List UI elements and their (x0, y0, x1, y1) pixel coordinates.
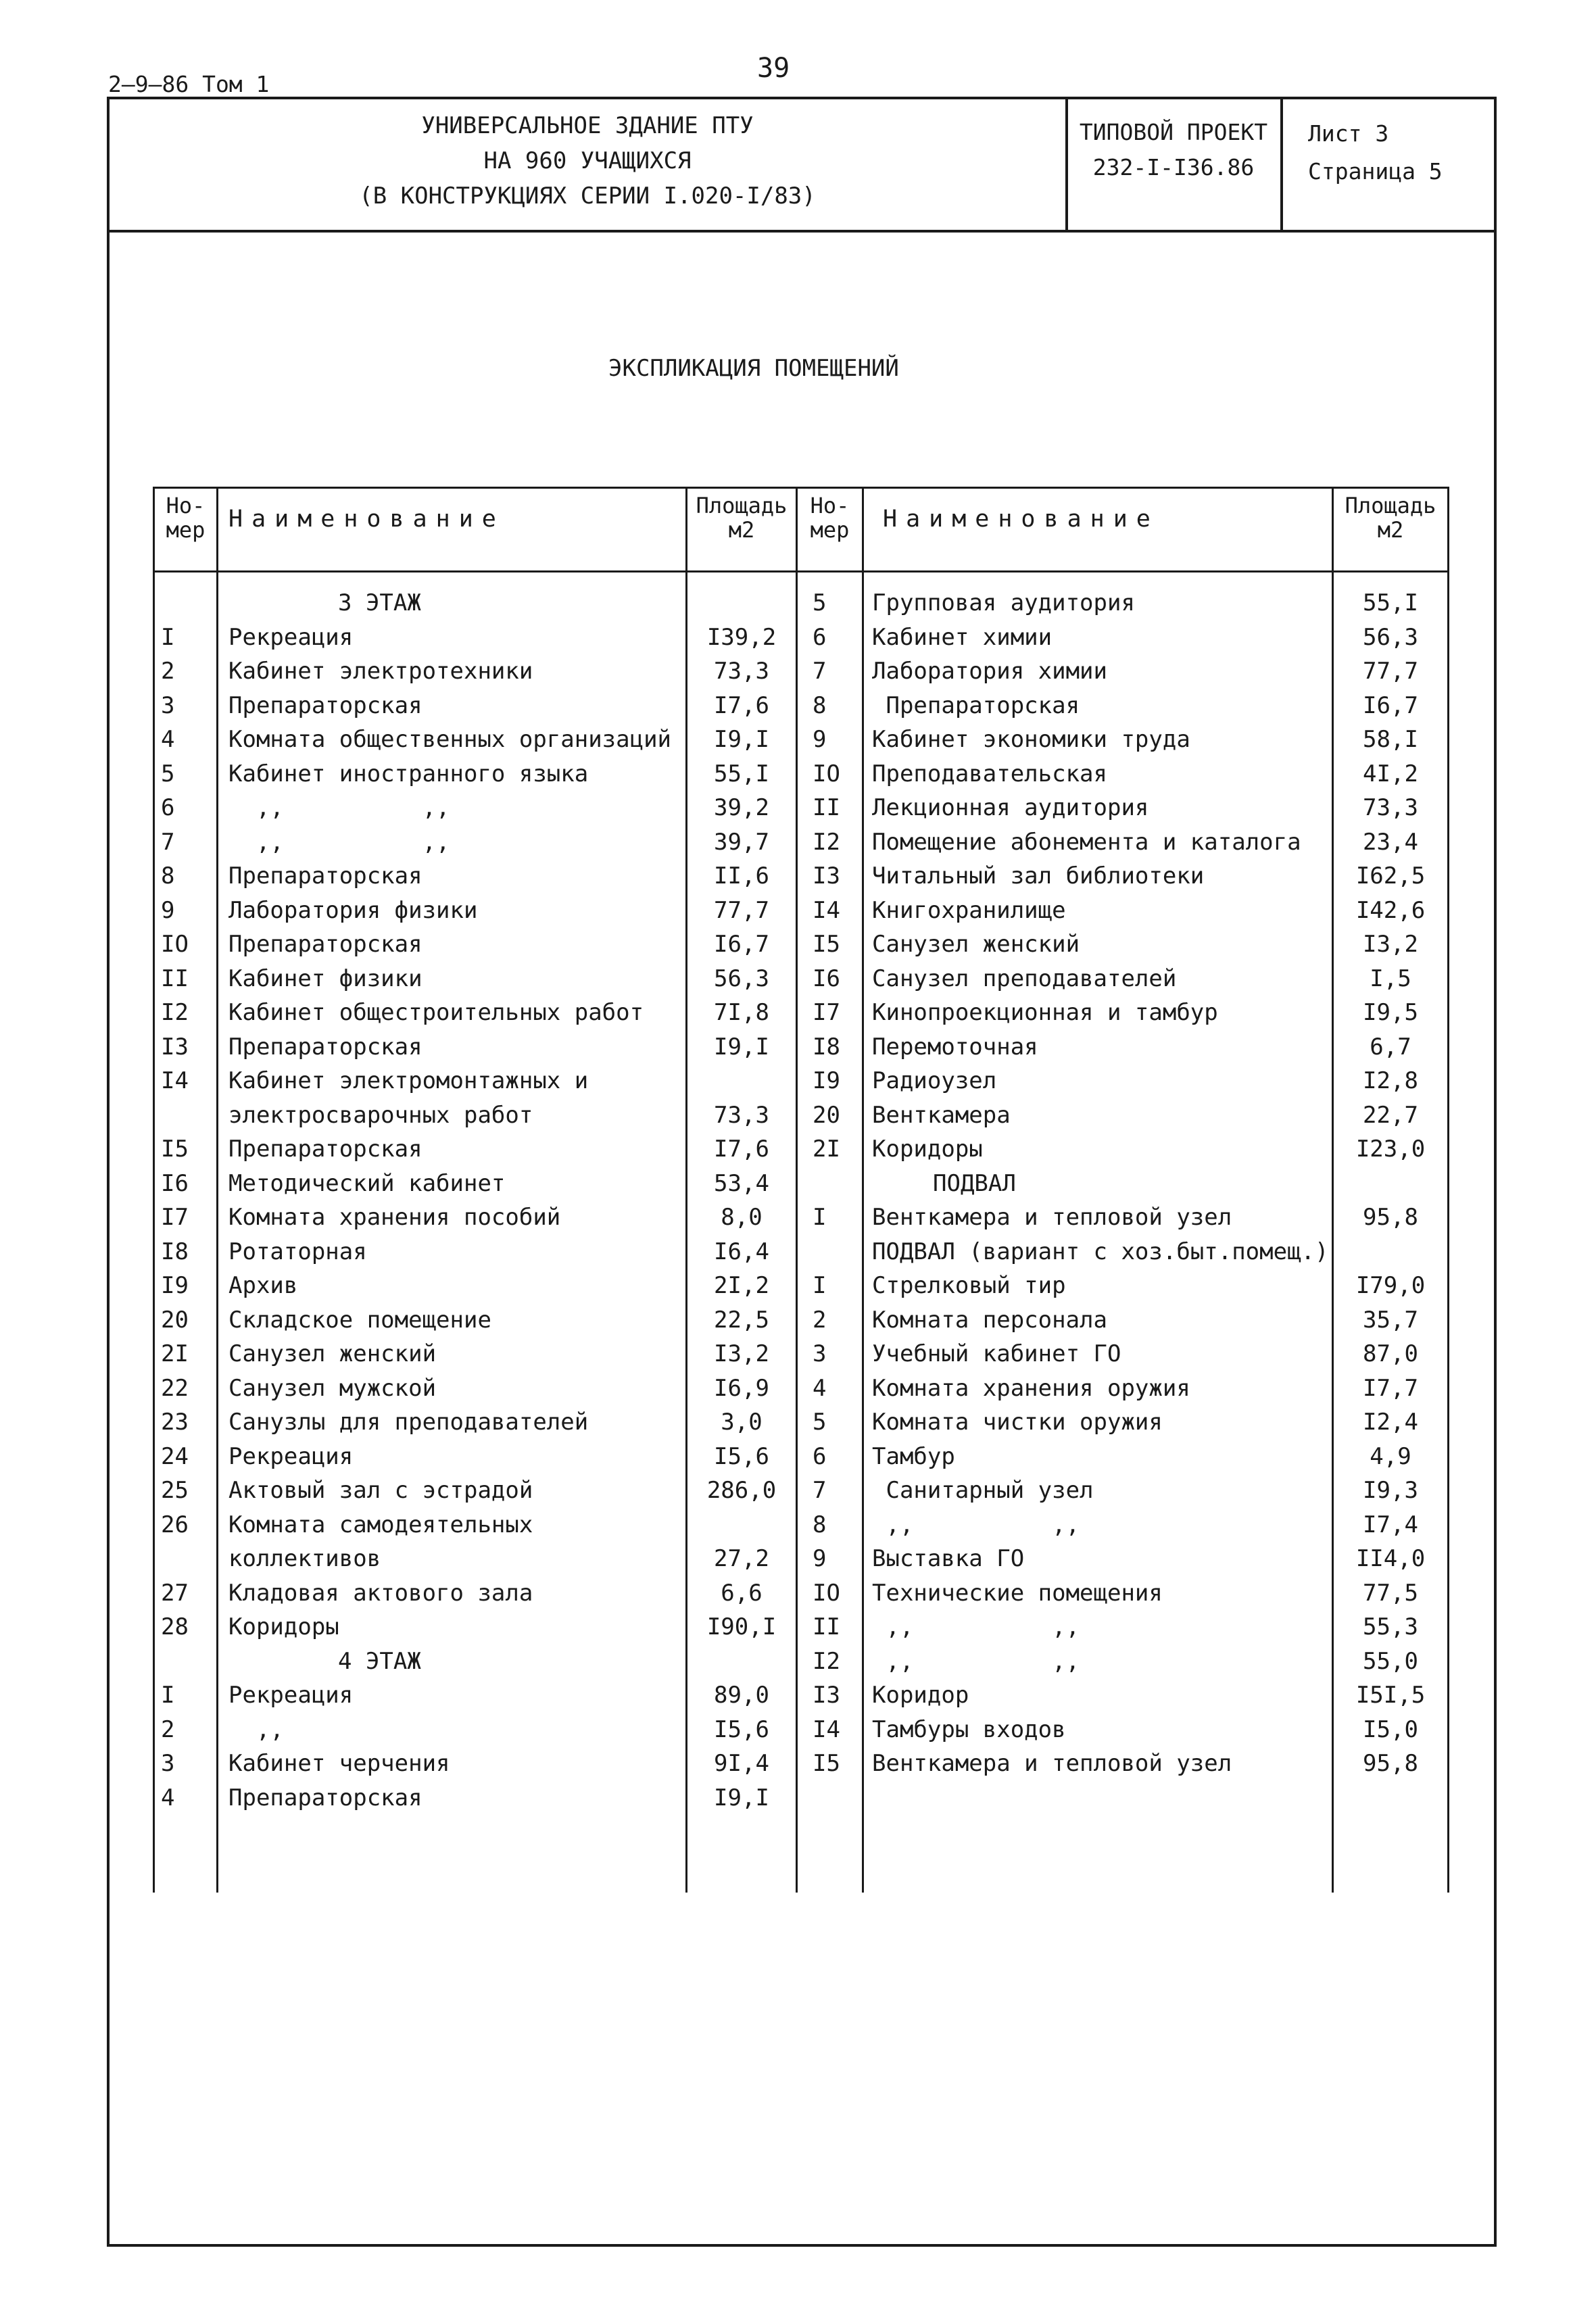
row-number: 7 (161, 828, 175, 856)
row-area: I6,7 (1363, 691, 1418, 719)
row-name: коллективов (228, 1545, 381, 1572)
row-name: Кабинет общестроительных работ (228, 999, 644, 1026)
row-number: 2 (161, 1715, 175, 1743)
row-area: I39,2 (706, 623, 777, 651)
header-number-left: Но- мер (166, 493, 205, 543)
row-area: I7,7 (1363, 1374, 1418, 1402)
row-number: 20 (161, 1306, 189, 1334)
row-area: I7,6 (714, 1136, 769, 1163)
row-name: Технические помещения (872, 1579, 1163, 1607)
row-number: I2 (813, 1647, 840, 1675)
stamp-project (1068, 115, 1279, 185)
row-name: Санузел женский (872, 931, 1080, 958)
row-area: I7,6 (714, 691, 769, 719)
stamp-sheet (1308, 115, 1443, 191)
row-number: I9 (813, 1067, 840, 1094)
stamp-title (110, 108, 1065, 214)
row-number: I8 (161, 1238, 189, 1265)
row-number: 7 (813, 1477, 827, 1504)
stamp-title-line-1: УНИВЕРСАЛЬНОЕ ЗДАНИЕ ПТУ (421, 112, 754, 139)
row-name: ,, ,, (872, 1511, 1080, 1538)
row-number: I (161, 1682, 175, 1709)
row-area: 4,9 (1370, 1442, 1411, 1470)
row-name: Рекреация (228, 623, 354, 651)
row-area: I5,0 (1363, 1715, 1418, 1743)
row-area: I9,3 (1363, 1477, 1418, 1504)
row-area: 39,7 (714, 828, 769, 856)
row-name: Архив (228, 1272, 298, 1299)
row-name: Учебный кабинет ГО (872, 1340, 1121, 1367)
row-number: 8 (161, 862, 175, 890)
row-area: I90,I (706, 1613, 777, 1640)
row-name: Препараторская (228, 931, 422, 958)
row-number: I3 (161, 1033, 189, 1061)
row-number: 8 (813, 691, 827, 719)
row-number: 6 (161, 794, 175, 821)
table-col-rule (153, 487, 155, 1893)
row-name: Кабинет электротехники (228, 658, 533, 685)
row-number: I5 (161, 1136, 189, 1163)
row-number: I (161, 623, 175, 651)
row-area: 73,3 (714, 1101, 769, 1129)
row-area: I9,I (714, 1784, 769, 1811)
row-number: I2 (813, 828, 840, 856)
row-name: Коридоры (228, 1613, 339, 1640)
header-name-left: Наименование (228, 506, 505, 533)
row-number: 2I (813, 1136, 840, 1163)
table-top-rule (153, 487, 1449, 489)
row-area: 87,0 (1363, 1340, 1418, 1367)
row-number: 5 (813, 1409, 827, 1436)
row-name: Комната хранения оружия (872, 1374, 1190, 1402)
table-col-rule (1332, 487, 1334, 1893)
row-area: I,5 (1370, 965, 1411, 992)
row-name: Методический кабинет (228, 1169, 506, 1197)
row-area: 89,0 (714, 1682, 769, 1709)
row-number: I7 (161, 1204, 189, 1231)
row-name: Кинопроекционная и тамбур (872, 999, 1218, 1026)
row-name: Комната самодеятельных (228, 1511, 533, 1538)
row-area: I6,7 (714, 931, 769, 958)
row-area: 55,3 (1363, 1613, 1418, 1640)
row-number: 23 (161, 1409, 189, 1436)
row-number: II (813, 794, 840, 821)
stamp-title-line-3: (В КОНСТРУКЦИЯХ СЕРИИ I.020-I/83) (359, 182, 816, 210)
row-number: 22 (161, 1374, 189, 1402)
row-name: Препараторская (228, 1033, 422, 1061)
row-area: I5I,5 (1355, 1682, 1426, 1709)
row-number: 6 (813, 623, 827, 651)
row-area: I2,8 (1363, 1067, 1418, 1094)
row-number: 2 (161, 658, 175, 685)
header-number-right: Но- мер (810, 493, 850, 543)
row-area: 77,7 (1363, 658, 1418, 685)
row-name: Комната чистки оружия (872, 1409, 1163, 1436)
row-name: Кабинет иностранного языка (228, 760, 589, 787)
row-area: I9,5 (1363, 999, 1418, 1026)
row-area: I6,4 (714, 1238, 769, 1265)
row-number: 4 (813, 1374, 827, 1402)
row-area: 55,I (1363, 589, 1418, 616)
row-area: I23,0 (1355, 1136, 1426, 1163)
row-number: I9 (161, 1272, 189, 1299)
row-number: 5 (813, 589, 827, 616)
row-area: 55,I (714, 760, 769, 787)
stamp-project-code: 232-I-I36.86 (1092, 154, 1255, 180)
section-heading: 4 ЭТАЖ (338, 1647, 421, 1675)
row-area: 35,7 (1363, 1306, 1418, 1334)
row-number: 5 (161, 760, 175, 787)
row-name: Лаборатория физики (228, 896, 478, 924)
row-name: Тамбур (872, 1442, 955, 1470)
header-name-right: Наименование (883, 506, 1159, 533)
row-name: ПОДВАЛ (вариант с хоз.быт.помещ.) (872, 1238, 1329, 1265)
row-area: 95,8 (1363, 1750, 1418, 1777)
row-name: Санитарный узел (872, 1477, 1094, 1504)
row-area: I9,I (714, 1033, 769, 1061)
row-area: 4I,2 (1363, 760, 1418, 787)
row-name: Коридор (872, 1682, 969, 1709)
row-area: II,6 (714, 862, 769, 890)
row-area: I6,9 (714, 1374, 769, 1402)
row-name: Актовый зал с эстрадой (228, 1477, 533, 1504)
row-area: 7I,8 (714, 999, 769, 1026)
row-name: Препараторская (228, 691, 422, 719)
row-name: Кладовая актового зала (228, 1579, 533, 1607)
row-area: 3,0 (721, 1409, 763, 1436)
row-name: Кабинет физики (228, 965, 422, 992)
row-name: Препараторская (228, 1136, 422, 1163)
row-number: 3 (161, 691, 175, 719)
row-name: Венткамера и тепловой узел (872, 1750, 1232, 1777)
row-name: Преподавательская (872, 760, 1107, 787)
series-reference: 2–9–86 Том 1 (108, 71, 270, 97)
row-name: Радиоузел (872, 1067, 997, 1094)
row-area: 39,2 (714, 794, 769, 821)
row-name: Препараторская (228, 1784, 422, 1811)
row-number: 25 (161, 1477, 189, 1504)
row-number: 2I (161, 1340, 189, 1367)
row-area: 58,I (1363, 726, 1418, 753)
row-number: I5 (813, 1750, 840, 1777)
row-number: I8 (813, 1033, 840, 1061)
row-name: ,, ,, (872, 1647, 1080, 1675)
row-number: IO (161, 931, 189, 958)
stamp-divider-2 (1280, 97, 1283, 231)
row-area: 8,0 (721, 1204, 763, 1231)
row-name: Венткамера (872, 1101, 1011, 1129)
row-area: I3,2 (1363, 931, 1418, 958)
row-name: Рекреация (228, 1442, 354, 1470)
row-name: Лаборатория химии (872, 658, 1107, 685)
row-name: Кабинет электромонтажных и (228, 1067, 589, 1094)
header-area-right: Площадь м2 (1345, 493, 1436, 543)
row-number: II (813, 1613, 840, 1640)
row-number: 3 (813, 1340, 827, 1367)
row-number: 26 (161, 1511, 189, 1538)
row-area: I5,6 (714, 1442, 769, 1470)
row-name: ,, (228, 1715, 284, 1743)
row-area: 27,2 (714, 1545, 769, 1572)
row-name: Лекционная аудитория (872, 794, 1149, 821)
row-area: I9,I (714, 726, 769, 753)
row-area: 22,7 (1363, 1101, 1418, 1129)
stamp-title-line-2: НА 960 УЧАЩИХСЯ (483, 147, 692, 174)
row-number: I (813, 1272, 827, 1299)
row-area: 9I,4 (714, 1750, 769, 1777)
row-name: Стрелковый тир (872, 1272, 1066, 1299)
row-number: I4 (813, 1715, 840, 1743)
row-number: 2 (813, 1306, 827, 1334)
row-area: 2I,2 (714, 1272, 769, 1299)
row-name: Рекреация (228, 1682, 354, 1709)
section-heading: ПОДВАЛ (933, 1169, 1016, 1197)
table-header-rule (153, 570, 1449, 572)
row-area: 23,4 (1363, 828, 1418, 856)
row-number: I4 (813, 896, 840, 924)
row-area: 77,5 (1363, 1579, 1418, 1607)
row-number: I2 (161, 999, 189, 1026)
page-number: 39 (757, 53, 790, 84)
row-name: Препараторская (872, 691, 1080, 719)
row-name: ,, ,, (228, 828, 450, 856)
row-number: II (161, 965, 189, 992)
row-area: 55,0 (1363, 1647, 1418, 1675)
table-col-rule (216, 487, 218, 1893)
row-name: Комната общественных организаций (228, 726, 672, 753)
table-col-rule (685, 487, 687, 1893)
row-name: Ротаторная (228, 1238, 367, 1265)
row-area: I2,4 (1363, 1409, 1418, 1436)
row-area: 95,8 (1363, 1204, 1418, 1231)
header-area-left: Площадь м2 (696, 493, 788, 543)
row-area: 6,7 (1370, 1033, 1411, 1061)
row-name: Складское помещение (228, 1306, 491, 1334)
row-number: I3 (813, 1682, 840, 1709)
document-heading: ЭКСПЛИКАЦИЯ ПОМЕЩЕНИЙ (608, 355, 899, 382)
row-number: 6 (813, 1442, 827, 1470)
row-area: I5,6 (714, 1715, 769, 1743)
table-col-rule (796, 487, 798, 1893)
row-number: I7 (813, 999, 840, 1026)
row-number: 20 (813, 1101, 840, 1129)
row-area: 56,3 (714, 965, 769, 992)
row-name: Кабинет экономики труда (872, 726, 1190, 753)
row-name: Помещение абонемента и каталога (872, 828, 1301, 856)
row-number: 27 (161, 1579, 189, 1607)
table-col-rule (1447, 487, 1449, 1893)
row-name: Кабинет химии (872, 623, 1053, 651)
row-name: Санузел женский (228, 1340, 437, 1367)
row-name: ,, ,, (872, 1613, 1080, 1640)
row-name: Тамбуры входов (872, 1715, 1066, 1743)
row-number: I6 (161, 1169, 189, 1197)
row-area: 73,3 (714, 658, 769, 685)
row-name: Санузел преподавателей (872, 965, 1177, 992)
row-number: I6 (813, 965, 840, 992)
row-number: 7 (813, 658, 827, 685)
row-name: Венткамера и тепловой узел (872, 1204, 1232, 1231)
row-area: II4,0 (1355, 1545, 1426, 1572)
row-area: I79,0 (1355, 1272, 1426, 1299)
row-name: Книгохранилище (872, 896, 1066, 924)
section-heading: 3 ЭТАЖ (338, 589, 421, 616)
row-area: 6,6 (721, 1579, 763, 1607)
row-name: Санузлы для преподавателей (228, 1409, 589, 1436)
row-area: 22,5 (714, 1306, 769, 1334)
row-number: I3 (813, 862, 840, 890)
row-name: Комната персонала (872, 1306, 1107, 1334)
row-number: I4 (161, 1067, 189, 1094)
row-area: I42,6 (1355, 896, 1426, 924)
row-number: 9 (161, 896, 175, 924)
row-number: 9 (813, 726, 827, 753)
row-name: Санузел мужской (228, 1374, 437, 1402)
row-number: 3 (161, 1750, 175, 1777)
stamp-sheet-number: Лист 3 (1308, 120, 1389, 147)
row-number: IO (813, 760, 840, 787)
row-number: 24 (161, 1442, 189, 1470)
row-name: Выставка ГО (872, 1545, 1025, 1572)
row-area: 77,7 (714, 896, 769, 924)
row-number: IO (813, 1579, 840, 1607)
row-number: 4 (161, 1784, 175, 1811)
row-name: Препараторская (228, 862, 422, 890)
row-area: 286,0 (706, 1477, 777, 1504)
row-number: 4 (161, 726, 175, 753)
row-area: I62,5 (1355, 862, 1426, 890)
row-number: 9 (813, 1545, 827, 1572)
stamp-page-number: Страница 5 (1308, 158, 1443, 185)
row-area: 56,3 (1363, 623, 1418, 651)
row-number: 8 (813, 1511, 827, 1538)
row-name: Читальный зал библиотеки (872, 862, 1205, 890)
row-name: Перемоточная (872, 1033, 1038, 1061)
row-name: Коридоры (872, 1136, 983, 1163)
row-name: Кабинет черчения (228, 1750, 450, 1777)
row-area: 73,3 (1363, 794, 1418, 821)
row-number: I (813, 1204, 827, 1231)
row-area: I3,2 (714, 1340, 769, 1367)
row-name: Комната хранения пособий (228, 1204, 561, 1231)
row-number: I5 (813, 931, 840, 958)
stamp-bottom-rule (107, 230, 1497, 233)
row-name: Групповая аудитория (872, 589, 1135, 616)
row-number: 28 (161, 1613, 189, 1640)
row-area: I7,4 (1363, 1511, 1418, 1538)
row-name: электросварочных работ (228, 1101, 533, 1129)
row-name: ,, ,, (228, 794, 450, 821)
stamp-project-label: ТИПОВОЙ ПРОЕКТ (1079, 119, 1268, 145)
table-col-rule (862, 487, 864, 1893)
row-area: 53,4 (714, 1169, 769, 1197)
